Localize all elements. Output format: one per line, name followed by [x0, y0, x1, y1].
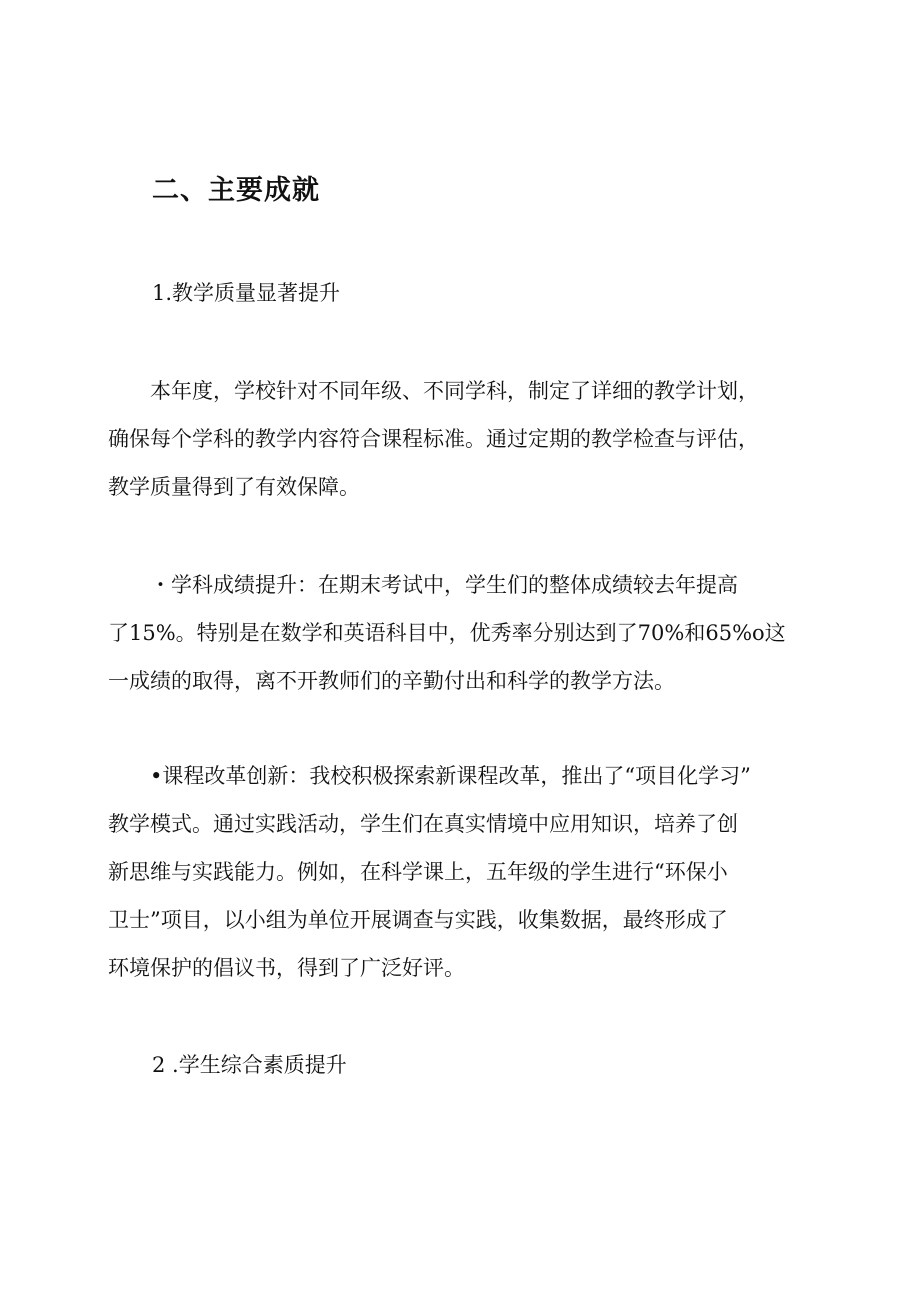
paragraph-line: 了15%。特别是在数学和英语科目中，优秀率分别达到了70%和65%o这: [108, 621, 786, 645]
paragraph-line: 卫士”项目，以小组为单位开展调查与实践，收集数据，最终形成了: [108, 908, 728, 932]
bullet-curriculum-reform: [108, 752, 828, 992]
subsection-heading-student-quality: 2 .学生综合素质提升: [152, 1053, 347, 1077]
intro-paragraph: [108, 367, 828, 511]
paragraph-line: •课程改革创新：我校积极探索新课程改革，推出了“项目化学习”: [108, 764, 751, 788]
paragraph-line: 新思维与实践能力。例如，在科学课上，五年级的学生进行“环保小: [108, 860, 728, 884]
paragraph-line: 教学质量得到了有效保障。: [108, 475, 360, 499]
bullet-grades-improvement: [108, 561, 828, 705]
subsection-heading-teaching-quality: 1.教学质量显著提升: [152, 281, 341, 305]
paragraph-line: 本年度，学校针对不同年级、不同学科，制定了详细的教学计划，: [108, 379, 759, 403]
section-title: 二、主要成就: [152, 175, 320, 206]
paragraph-line: 确保每个学科的教学内容符合课程标准。通过定期的教学检查与评估，: [108, 427, 759, 451]
paragraph-line: ・学科成绩提升：在期末考试中，学生们的整体成绩较去年提高: [108, 573, 738, 597]
paragraph-line: 一成绩的取得，离不开教师们的辛勤付出和科学的教学方法。: [108, 669, 675, 693]
paragraph-line: 环境保护的倡议书，得到了广泛好评。: [108, 956, 465, 980]
paragraph-line: 教学模式。通过实践活动，学生们在真实情境中应用知识，培养了创: [108, 812, 738, 836]
